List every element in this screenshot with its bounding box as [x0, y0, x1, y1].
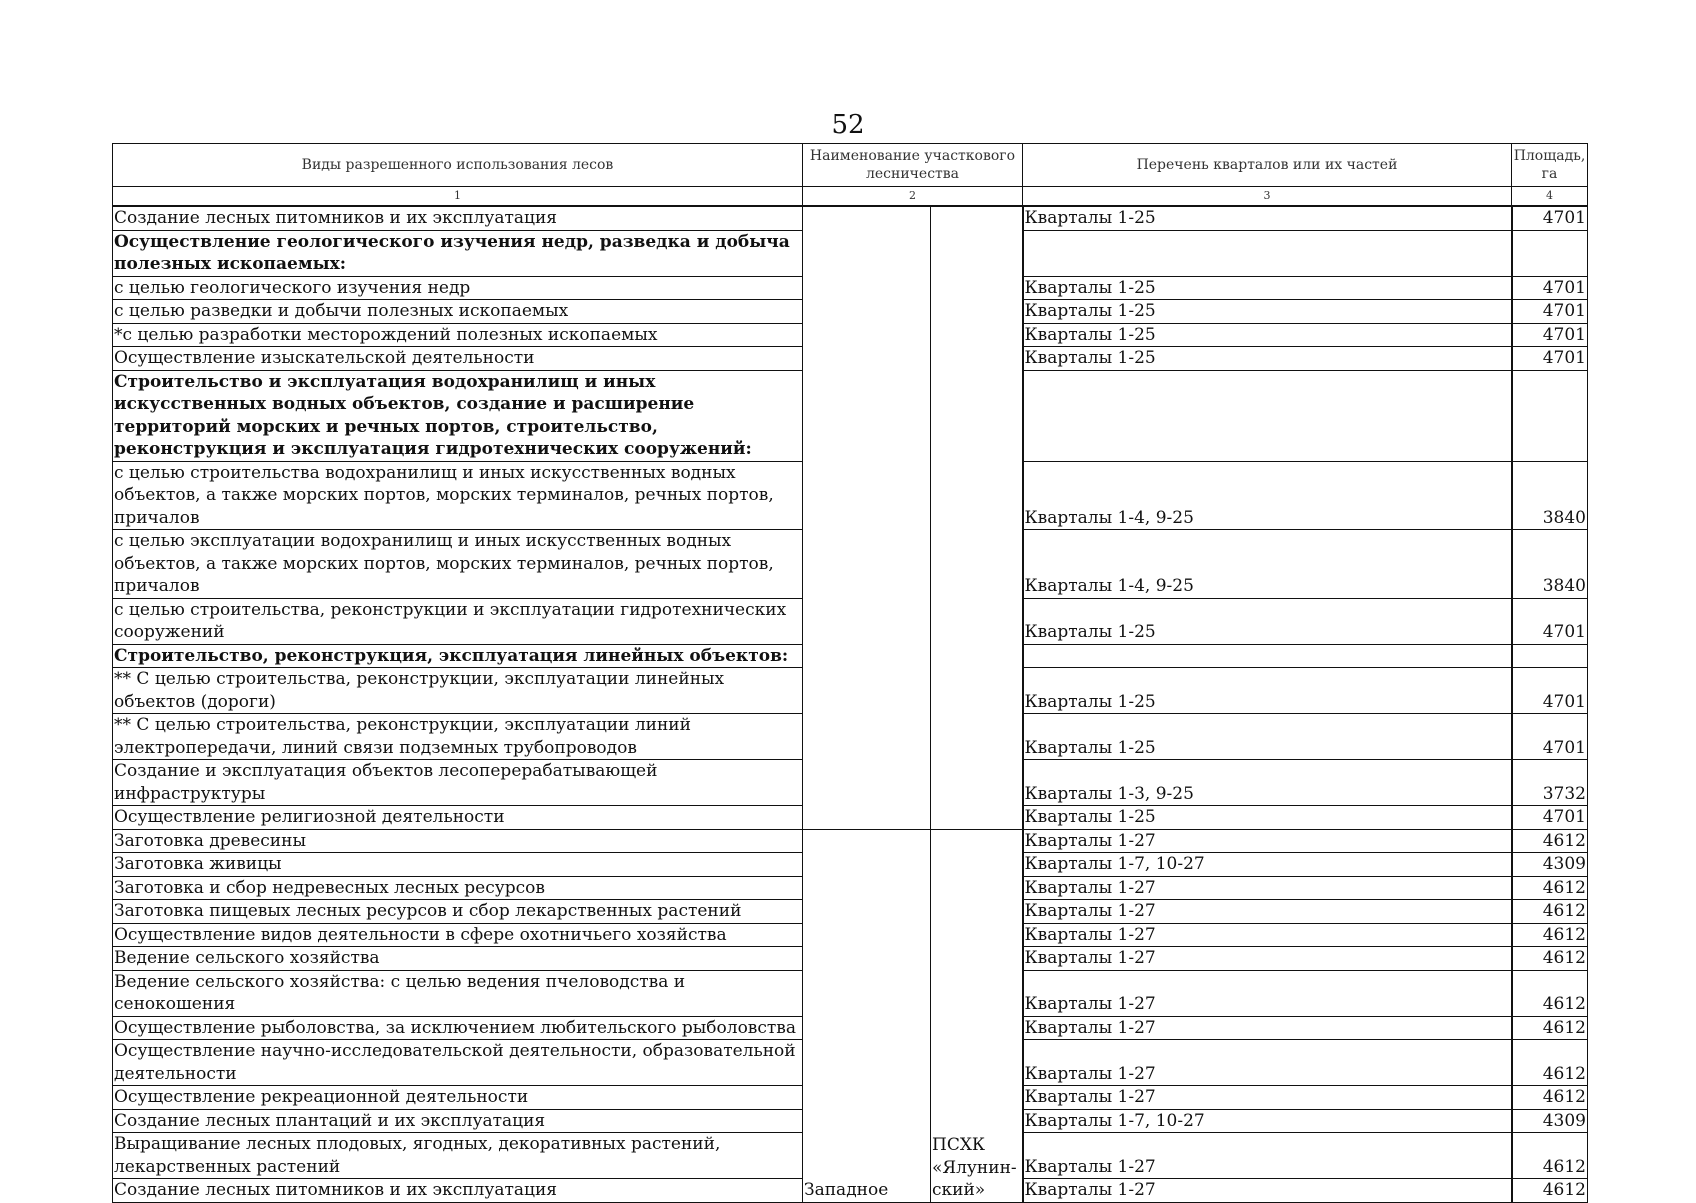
quarters-cell: Кварталы 1-27 [1023, 923, 1512, 947]
area-cell: 4612 [1512, 876, 1588, 900]
header-area: Площадь, га [1512, 144, 1588, 187]
header-num-1: 1 [113, 187, 803, 207]
quarters-cell: Кварталы 1-27 [1023, 829, 1512, 853]
area-cell [1512, 230, 1588, 276]
activity-cell: *с целью разработки месторождений полезных ископаемых [113, 323, 803, 347]
quarters-cell: Кварталы 1-27 [1023, 947, 1512, 971]
quarters-cell: Кварталы 1-27 [1023, 900, 1512, 924]
activity-cell: Осуществление изыскательской деятельности [113, 347, 803, 371]
table-row [113, 829, 1588, 853]
quarters-cell: Кварталы 1-27 [1023, 1040, 1512, 1086]
area-cell: 4701 [1512, 347, 1588, 371]
quarters-cell: Кварталы 1-25 [1023, 300, 1512, 324]
activity-cell: Осуществление рыболовства, за исключением любительского рыболовства [113, 1016, 803, 1040]
area-cell: 4612 [1512, 1040, 1588, 1086]
area-cell: 4701 [1512, 668, 1588, 714]
activity-cell: Заготовка и сбор недревесных лесных ресурсов [113, 876, 803, 900]
quarters-cell: Кварталы 1-27 [1023, 1086, 1512, 1110]
activity-cell: Осуществление научно-исследовательской деятельности, образовательной деятельности [113, 1040, 803, 1086]
quarters-cell: Кварталы 1-25 [1023, 668, 1512, 714]
activity-cell: с целью строительства водохранилищ и иных искусственных водных объектов, а также морских портов, морских терминалов, речных портов, причалов [113, 461, 803, 530]
activity-cell: с целью эксплуатации водохранилищ и иных искусственных водных объектов, а также морских портов, морских терминалов, речных портов, причалов [113, 530, 803, 599]
area-cell: 4612 [1512, 1086, 1588, 1110]
quarters-cell: Кварталы 1-25 [1023, 714, 1512, 760]
area-cell: 4612 [1512, 1133, 1588, 1179]
quarters-cell: Кварталы 1-27 [1023, 1133, 1512, 1179]
activity-cell: Строительство и эксплуатация водохранилищ и иных искусственных водных объектов, создание и расширение территорий морских и речных портов, строительство, реконструкция и эксплуатация гидротехнических сооружений: [113, 370, 803, 461]
area-cell: 3732 [1512, 760, 1588, 806]
quarters-cell: Кварталы 1-25 [1023, 276, 1512, 300]
activity-cell: с целью геологического изучения недр [113, 276, 803, 300]
activity-cell: Осуществление религиозной деятельности [113, 806, 803, 830]
area-cell: 4612 [1512, 1016, 1588, 1040]
quarters-cell: Кварталы 1-25 [1023, 598, 1512, 644]
header-forestry-name: Наименование участкового лесничества [803, 144, 1023, 187]
activity-cell: Выращивание лесных плодовых, ягодных, декоративных растений, лекарственных растений [113, 1133, 803, 1179]
forestry-cell-empty [803, 206, 931, 829]
header-num-2: 2 [803, 187, 1023, 207]
header-num-3: 3 [1023, 187, 1512, 207]
forest-use-table [112, 143, 1588, 1203]
area-cell: 4701 [1512, 276, 1588, 300]
area-cell: 4701 [1512, 323, 1588, 347]
area-cell: 4612 [1512, 1179, 1588, 1203]
area-cell: 4612 [1512, 900, 1588, 924]
activity-cell: Строительство, реконструкция, эксплуатация линейных объектов: [113, 644, 803, 668]
quarters-cell: Кварталы 1-25 [1023, 347, 1512, 371]
quarters-cell [1023, 644, 1512, 668]
quarters-cell: Кварталы 1-25 [1023, 806, 1512, 830]
table-body [113, 206, 1588, 1202]
activity-cell: Осуществление рекреационной деятельности [113, 1086, 803, 1110]
area-cell: 4612 [1512, 829, 1588, 853]
activity-cell: с целью разведки и добычи полезных ископаемых [113, 300, 803, 324]
quarters-cell: Кварталы 1-7, 10-27 [1023, 853, 1512, 877]
activity-cell: Создание лесных плантаций и их эксплуатация [113, 1109, 803, 1133]
area-cell [1512, 370, 1588, 461]
quarters-cell [1023, 230, 1512, 276]
activity-cell: Ведение сельского хозяйства: с целью ведения пчеловодства и сенокошения [113, 970, 803, 1016]
area-cell [1512, 644, 1588, 668]
forestry-name-cell: Западное [803, 829, 931, 1202]
area-cell: 4701 [1512, 300, 1588, 324]
quarters-cell: Кварталы 1-4, 9-25 [1023, 530, 1512, 599]
activity-cell: ** С целью строительства, реконструкции, эксплуатации линий электропередачи, линий связи подземных трубопроводов [113, 714, 803, 760]
quarters-cell: Кварталы 1-25 [1023, 323, 1512, 347]
activity-cell: Заготовка пищевых лесных ресурсов и сбор лекарственных растений [113, 900, 803, 924]
area-cell: 4701 [1512, 598, 1588, 644]
area-cell: 4701 [1512, 714, 1588, 760]
quarters-cell: Кварталы 1-27 [1023, 1016, 1512, 1040]
quarters-cell: Кварталы 1-4, 9-25 [1023, 461, 1512, 530]
area-cell: 3840 [1512, 461, 1588, 530]
area-cell: 4612 [1512, 970, 1588, 1016]
quarters-cell [1023, 370, 1512, 461]
page-number: 52 [831, 110, 865, 140]
area-cell: 4309 [1512, 1109, 1588, 1133]
quarters-cell: Кварталы 1-27 [1023, 970, 1512, 1016]
quarters-cell: Кварталы 1-27 [1023, 876, 1512, 900]
area-cell: 4612 [1512, 947, 1588, 971]
activity-cell: Осуществление видов деятельности в сфере охотничьего хозяйства [113, 923, 803, 947]
activity-cell: с целью строительства, реконструкции и эксплуатации гидротехнических сооружений [113, 598, 803, 644]
activity-cell: ** С целью строительства, реконструкции, эксплуатации линейных объектов (дороги) [113, 668, 803, 714]
header-activity-type: Виды разрешенного использования лесов [113, 144, 803, 187]
area-cell: 4701 [1512, 206, 1588, 230]
activity-cell: Заготовка древесины [113, 829, 803, 853]
area-cell: 4701 [1512, 806, 1588, 830]
forestry-unit-cell-empty [931, 206, 1023, 829]
activity-cell: Ведение сельского хозяйства [113, 947, 803, 971]
header-quarters-list: Перечень кварталов или их частей [1023, 144, 1512, 187]
quarters-cell: Кварталы 1-25 [1023, 206, 1512, 230]
activity-cell: Создание лесных питомников и их эксплуатация [113, 206, 803, 230]
area-cell: 4309 [1512, 853, 1588, 877]
table-row [113, 206, 1588, 230]
area-cell: 4612 [1512, 923, 1588, 947]
activity-cell: Создание лесных питомников и их эксплуатация [113, 1179, 803, 1203]
area-cell: 3840 [1512, 530, 1588, 599]
activity-cell: Создание и эксплуатация объектов лесоперерабатывающей инфраструктуры [113, 760, 803, 806]
quarters-cell: Кварталы 1-3, 9-25 [1023, 760, 1512, 806]
quarters-cell: Кварталы 1-27 [1023, 1179, 1512, 1203]
activity-cell: Осуществление геологического изучения недр, разведка и добыча полезных ископаемых: [113, 230, 803, 276]
quarters-cell: Кварталы 1-7, 10-27 [1023, 1109, 1512, 1133]
forestry-unit-cell: ПСХК «Ялунин-ский» [931, 829, 1023, 1202]
header-num-4: 4 [1512, 187, 1588, 207]
activity-cell: Заготовка живицы [113, 853, 803, 877]
